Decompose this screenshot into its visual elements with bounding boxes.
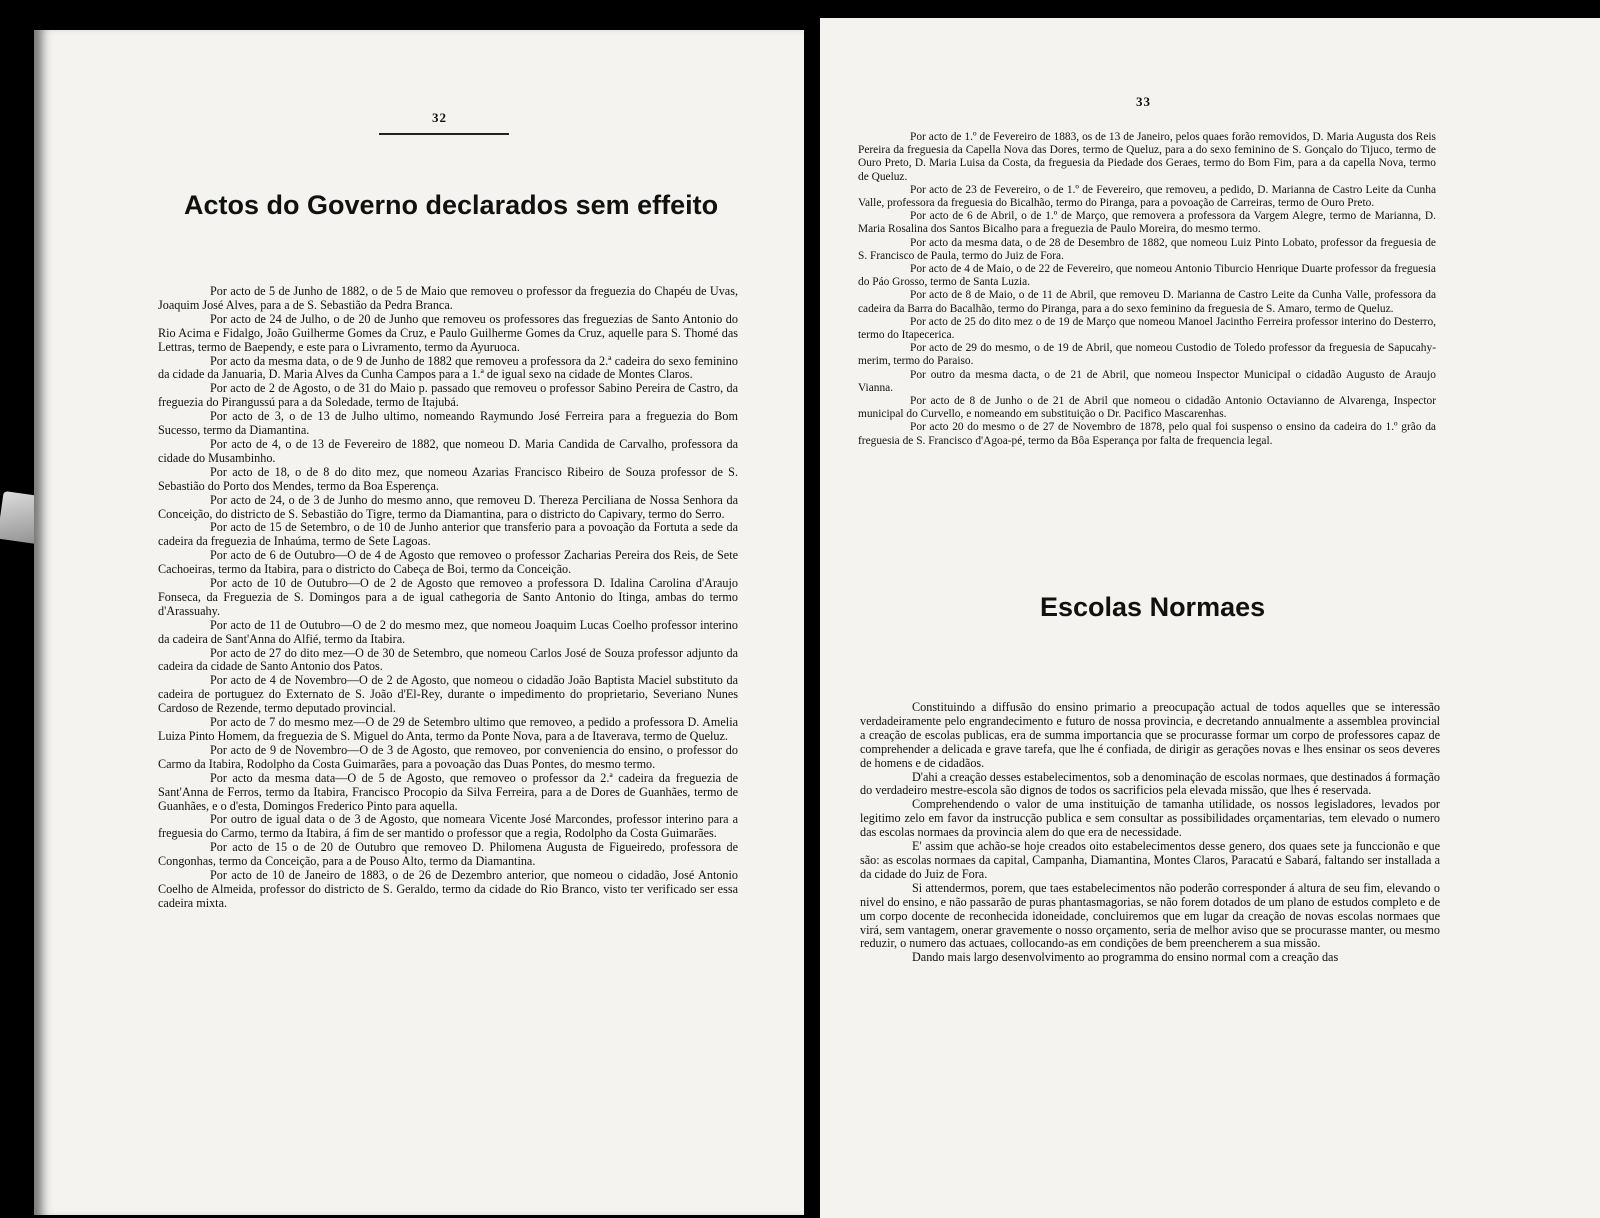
right-section-title: Escolas Normaes [1040,592,1266,622]
paragraph: Por outro de igual data o de 3 de Agosto, que nomeara Vicente José Marcondes, professor interino para a freguesia do Carmo, termo da Itabira, á fim de ser mantido o professor que a regia, Rodolpho da Costa Guimarães. [158,812,738,841]
paragraph: Por acto de 24 de Julho, o de 20 de Junho que removeu os professores das freguezias de Santo Antonio do Rio Acima e Fidalgo, João Guilherme Gomes da Cruz, e Paulo Guilherme Gomes da Cruz, aquelle para S. Thomé das Lettras, termo de Baependy, e este para o Livramento, termo da Ayuruoca. [158,311,738,354]
right-page-number: 33 [1136,94,1151,109]
paragraph: Por acto de 6 de Outubro—O de 4 de Agosto que removeo o professor Zacharias Pereira dos Reis, de Sete Cachoeiras, termo da Itabira, para o districto do Cabeça de Boi, termo da Conceição. [158,548,738,577]
paragraph: Por acto de 3, o de 13 de Julho ultimo, nomeando Raymundo José Ferreira para a freguezia do Bom Sucesso, termo da Diamantina. [158,409,738,438]
paragraph: Por acto de 4 de Novembro—O de 2 de Agosto, que nomeou o cidadão João Baptista Maciel substituto da cadeira de portuguez do Externato de S. João d'El-Rey, durante o impedimento do proprietario, Severiano Nunes Cardoso de Rezende, termo deputado provincial. [158,673,738,716]
right-top-text [858,131,1436,448]
paragraph: Por acto de 24, o de 3 de Junho do mesmo anno, que removeu D. Thereza Perciliana de Nossa Senhora da Conceição, do districto de S. Sebastião do Tigre, termo da Diamantina, para o districto do Capivary, termo do Serro. [158,492,738,521]
paragraph: Por acto de 10 de Janeiro de 1883, o de 26 de Dezembro anterior, que nomeou o cidadão, José Antonio Coelho de Almeida, professor do districto de S. Geraldo, termo da cidade do Rio Branco, visto ter verificado ser essa cadeira mixta. [158,868,738,910]
paragraph: Por acto de 29 do mesmo, o de 19 de Abril, que nomeou Custodio de Toledo professor da freguesia de Sapucahy-merim, termo do Paraiso. [858,342,1436,368]
paragraph: Por acto 20 do mesmo o de 27 de Novembro de 1878, pelo qual foi suspenso o ensino da cadeira do 1.º grão da freguesia de S. Francisco d'Agoa-pé, termo da Bôa Esperança por falta de frequencia legal. [858,421,1436,447]
paragraph: Por acto da mesma data, o de 9 de Junho de 1882 que removeu a professora da 2.ª cadeira do sexo feminino da cidade da Januaria, D. Maria Alves da Cunha Campos para a 1.ª de igual sexo na cidade de Montes Claros. [158,353,738,382]
paragraph: Por acto de 27 do dito mez—O de 30 de Setembro, que nomeou Carlos José de Souza professor adjunto da cadeira da cidade de Santo Antonio dos Patos. [158,645,738,674]
left-page-title: Actos do Governo declarados sem effeito [184,190,719,220]
paragraph: Por acto da mesma data, o de 28 de Desembro de 1882, que nomeou Luiz Pinto Lobato, professor da freguesia de S. Francisco de Paula, termo do Juiz de Fora. [858,236,1436,262]
paragraph: Por acto de 9 de Novembro—O de 3 de Agosto, que removeo, por conveniencia do ensino, o professor do Carmo da Itabira, Rodolpho da Costa Guimarães, para a povoação das Duas Pontes, do mesmo termo. [158,742,738,771]
paragraph: Por acto de 1.º de Fevereiro de 1883, os de 13 de Janeiro, pelos quaes forão removidos, D. Maria Augusta dos Reis Pereira da freguesia da Capella Nova das Dores, termo de Queluz, para a do sexo feminino de S. Gonçalo do Tijuco, termo de Ouro Preto, D. Maria Luisa da Costa, da freguesia da Piedade dos Geraes, termo do Bom Fim, para a da capella Nova, termo de Queluz. [858,131,1436,183]
left-body-text [158,285,738,911]
paragraph: Por acto de 5 de Junho de 1882, o de 5 de Maio que removeu o professor da freguezia do Chapéu de Uvas, Joaquim José Alves, para a de S. Sebastião da Pedra Branca. [158,284,738,312]
paragraph: Por acto de 15 de Setembro, o de 10 de Junho anterior que transferio para a povoação da Fortuta a sede da cadeira da freguezia de Inhaúma, termo de Sete Lagoas. [158,520,738,549]
paragraph: Por acto de 25 do dito mez o de 19 de Março que nomeou Manoel Jacintho Ferreira professor interino do Desterro, termo do Itapecerica. [858,315,1436,342]
paragraph: Por acto de 8 de Junho o de 21 de Abril que nomeou o cidadão Antonio Octavianno de Alvarenga, Inspector municipal do Curvello, e nomeando em substituição o Dr. Pacifico Mascarenhas. [858,395,1436,421]
paragraph: Por acto da mesma data—O de 5 de Agosto, que removeo o professor da 2.ª cadeira da freguezia de Sant'Anna de Ferros, termo da Itabira, Francisco Procopio da Silva Ferreira, para a de Dores de Guanhães, termo de Guanhães, e o d'esta, Domingos Frederico Pinto para aquella. [158,770,738,813]
paragraph: Comprehendendo o valor de uma instituição de tamanha utilidade, os nossos legisladores, levados por legitimo zelo em favor da instrucção publica e sem consultar as possibilidades orçamentarias, tem elevado o numero das escolas normaes da provincia alem do que era de necessidade. [860,797,1440,840]
paragraph: Por acto de 18, o de 8 do dito mez, que nomeou Azarias Francisco Ribeiro de Souza professor de S. Sebastião do Porto dos Mendes, termo da Boa Esperença. [158,464,738,493]
paragraph: Por acto de 15 o de 20 de Outubro que removeo D. Philomena Augusta de Figueiredo, professora de Congonhas, termo da Conceição, para a de Pouso Alto, termo da Diamantina. [158,840,738,869]
paragraph: D'ahi a creação desses estabelecimentos, sob a denominação de escolas normaes, que destinados á formação do verdadeiro mestre-escola são dignos de todos os sacrificios pela elevada missão, que lhes é reservada. [860,769,1440,798]
paragraph: Por acto de 10 de Outubro—O de 2 de Agosto que removeo a professora D. Idalina Carolina d'Araujo Fonseca, da Freguezia de S. Domingos para a de igual cathegoria de Santo Antonio do Itinga, ambas do termo d'Arassuahy. [158,576,738,618]
left-page-number: 32 [432,110,447,125]
right-bottom-text [860,701,1440,965]
paragraph: Por acto de 6 de Abril, o de 1.º de Março, que removera a professora da Vargem Alegre, termo de Marianna, D. Maria Rosalina dos Santos Bicalho para a freguezia de Paulo Moreira, do mesmo termo. [858,210,1436,236]
paragraph: Por acto de 11 de Outubro—O de 2 do mesmo mez, que nomeou Joaquim Lucas Coelho professor interino da cadeira de Sant'Anna do Alfié, termo da Itabira. [158,617,738,646]
paragraph: Por acto de 2 de Agosto, o de 31 do Maio p. passado que removeu o professor Sabino Pereira de Castro, da freguezia do Pirangussú para a da Soledade, termo de Itajubá. [158,381,738,410]
paragraph: Por outro da mesma dacta, o de 21 de Abril, que nomeou Inspector Municipal o cidadão Augusto de Araujo Vianna. [858,368,1436,394]
paragraph: Por acto de 4, o de 13 de Fevereiro de 1882, que nomeou D. Maria Candida de Carvalho, professora da cidade do Musambinho. [158,436,738,465]
paragraph: Constituindo a diffusão do ensino primario a preocupação actual de todos aquelles que se interessão verdadeiramente pelo engrandecimento e futuro de nossa provincia, e decretando annualmente a assemblea provincial a creação de escolas publicas, era de summa importancia que se procurasse formar um corpo de professores capaz de comprehender a delicada e grave tarefa, que lhe é confiada, de dirigir as gerações novas e lhes ensinar os seos deveres de homens e de cidadãos. [860,700,1440,770]
paragraph: Dando mais largo desenvolvimento ao programma do ensino normal com a creação das [912,950,1339,965]
paragraph: Por acto de 23 de Fevereiro, o de 1.º de Fevereiro, que removeu, a pedido, D. Marianna de Castro Leite da Cunha Valle, professora da freguesia do Bicalhão, termo do Piranga, para a povoação de Carreiras, termo de Ouro Preto. [858,183,1436,210]
left-page [34,30,804,1215]
paragraph: Por acto de 7 do mesmo mez—O de 29 de Setembro ultimo que removeo, a pedido a professora D. Amelia Luiza Pinto Homem, da freguezia de S. Miguel do Anta, termo da Ponte Nova, para a de Itaverava, termo de Queluz. [158,715,738,743]
paragraph: Por acto de 4 de Maio, o de 22 de Fevereiro, que nomeou Antonio Tiburcio Henrique Duarte professor da freguesia do Páo Grosso, termo de Santa Luzia. [858,263,1436,289]
paragraph: Si attendermos, porem, que taes estabelecimentos não poderão corresponder á altura de seu fim, elevando o nivel do ensino, e não passarão de puras phantasmagorias, se não forem dotados de um plano de estudos completo e de um corpo docente de reconhecida idoneidade, concluiremos que em lugar da creação de novas escolas normaes que virá, sem vantagem, onerar gravemente o nosso orçamento, seria de melhor aviso que se procurasse manter, ou mesmo reduzir, o numero das actuaes, collocando-as em condições de bem preencherem a sua missão. [860,880,1440,951]
right-page [820,18,1600,1218]
left-header-rule [379,133,509,135]
paragraph: Por acto de 8 de Maio, o de 11 de Abril, que removeu D. Marianna de Castro Leite da Cunha Valle, professora da cadeira da Barra do Bacalhão, termo do Piranga, para a do sexo feminino da freguesia de S. Amaro, termo de Queluz. [858,289,1436,315]
paragraph: E' assim que achão-se hoje creados oito estabelecimentos desse genero, dos quaes sete ja funccionão e que são: as escolas normaes da capital, Campanha, Diamantina, Montes Claros, Paracatú e Sabará, faltando ser installada a da cidade do Juiz de Fora. [860,839,1440,881]
